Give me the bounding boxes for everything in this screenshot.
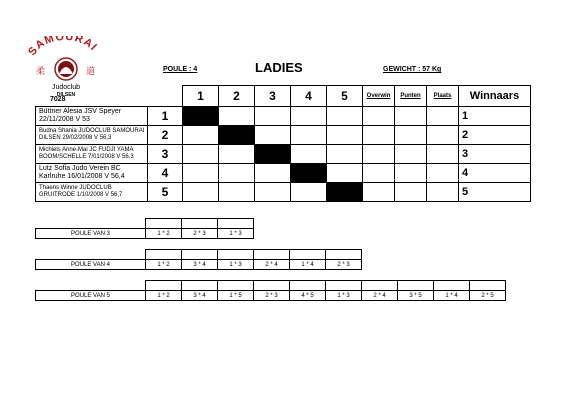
table-header-row [36,86,531,107]
schedule-poule-5 [35,280,506,301]
poule-table [35,85,531,202]
competitor-name [36,126,148,145]
score-cell[interactable] [219,183,255,202]
overwin-cell[interactable] [363,145,395,164]
winner-cell: 4 [459,164,531,183]
competitor-name [36,183,148,202]
punten-cell[interactable] [395,126,427,145]
competitor-line2: 22/11/2008 V 53 [39,116,90,123]
schedule-score-cell[interactable] [398,281,434,291]
schedule-score-cell[interactable] [218,219,254,229]
competitor-line2: GRUITRODE 1/10/2008 V 56,7 [39,192,123,198]
schedule-score-cell[interactable] [326,250,362,260]
score-cell[interactable] [291,107,327,126]
winner-cell: 3 [459,145,531,164]
competitor-number: 1 [148,107,183,126]
match-pair: 1 * 2 [146,260,182,270]
column-header: 4 [291,86,327,107]
competitor-number: 3 [148,145,183,164]
schedule-match-row [36,260,362,270]
svg-text:SAMOURAI [26,36,99,58]
table-row [36,164,531,183]
schedule-score-cell[interactable] [254,281,290,291]
logo-club-name: SAMOURAI [26,36,100,58]
score-cell[interactable] [219,164,255,183]
punten-cell[interactable] [395,183,427,202]
competitor-name [36,164,148,183]
winners-header: Winnaars [459,86,531,107]
match-pair: 1 * 3 [326,291,362,301]
schedule-score-cell[interactable] [146,250,182,260]
schedule-score-cell[interactable] [362,281,398,291]
blocked-cell [255,145,291,164]
score-cell[interactable] [183,183,219,202]
logo-sub1: Judoclub [51,84,81,91]
header-spacer [148,86,183,107]
match-pair: 3 * 4 [182,291,218,301]
schedule-score-cell[interactable] [146,281,182,291]
competitor-line2: DILSEN 29/02/2008 V 56,3 [39,135,112,141]
plaats-cell[interactable] [427,107,459,126]
schedule-match-row [36,291,506,301]
score-cell[interactable] [327,126,363,145]
score-cell[interactable] [291,126,327,145]
match-pair: 1 * 4 [434,291,470,301]
schedule-score-cell[interactable] [218,250,254,260]
schedule-score-cell[interactable] [290,250,326,260]
score-cell[interactable] [183,126,219,145]
schedule-score-row [36,281,506,291]
match-pair: 3 * 4 [182,260,218,270]
punten-header: Punten [395,86,427,107]
competitor-name [36,107,148,126]
score-cell[interactable] [219,107,255,126]
score-cell[interactable] [183,145,219,164]
competitor-line1: Büttner Alesia JSV Speyer [39,108,122,115]
category-title: LADIES [255,60,303,75]
competitor-number: 5 [148,183,183,202]
schedule-score-cell[interactable] [470,281,506,291]
match-pair: 2 * 4 [362,291,398,301]
winner-cell: 5 [459,183,531,202]
score-cell[interactable] [291,183,327,202]
competitor-line1: Michiels Anne-Mai JC FUDJI YAMA [39,147,134,153]
schedule-score-cell[interactable] [182,219,218,229]
logo-glyph-left: 柔 [36,66,46,76]
overwin-cell[interactable] [363,183,395,202]
match-pair: 2 * 4 [254,260,290,270]
competitor-line1: Budna Shania JUDOCLUB SAMOURAI [39,128,145,134]
logo-glyph-right: 道 [86,66,96,76]
score-cell[interactable] [255,126,291,145]
score-cell[interactable] [327,164,363,183]
match-pair: 2 * 3 [326,260,362,270]
match-pair: 2 * 3 [254,291,290,301]
blocked-cell [291,164,327,183]
winner-cell: 1 [459,107,531,126]
column-header: 3 [255,86,291,107]
score-cell[interactable] [255,107,291,126]
score-cell[interactable] [255,164,291,183]
weight-class: GEWICHT : 57 Kg [383,66,442,73]
logo-sub2: DILSEN [56,92,76,98]
plaats-cell[interactable] [427,126,459,145]
schedule-score-row [36,250,362,260]
match-pair: 4 * 5 [290,291,326,301]
score-cell[interactable] [255,183,291,202]
winner-cell: 2 [459,126,531,145]
schedule-match-row [36,229,254,239]
overwin-cell[interactable] [363,126,395,145]
match-pair: 3 * 5 [398,291,434,301]
competitor-name [36,145,148,164]
competitor-line1: Thaens Winne JUDOCLUB [39,185,112,191]
score-cell[interactable] [327,145,363,164]
match-pair: 1 * 3 [218,229,254,239]
header-spacer [36,86,148,107]
plaats-cell[interactable] [427,145,459,164]
schedule-score-cell[interactable] [434,281,470,291]
match-pair: 1 * 2 [146,291,182,301]
schedule-poule-4 [35,249,362,270]
schedule-score-cell[interactable] [182,250,218,260]
blocked-cell [219,126,255,145]
schedule-score-cell[interactable] [146,219,182,229]
match-pair: 2 * 3 [182,229,218,239]
match-pair: 1 * 5 [218,291,254,301]
schedule-score-row [36,219,254,229]
table-row [36,145,531,164]
schedule-score-cell[interactable] [218,281,254,291]
competitor-number: 2 [148,126,183,145]
competitor-line2: BOOM/SCHELLE 7/01/2008 V 56,3 [39,154,134,160]
score-cell[interactable] [291,145,327,164]
overwin-cell[interactable] [363,107,395,126]
score-cell[interactable] [183,164,219,183]
schedule-label: POULE VAN 5 [36,291,146,301]
schedule-label: POULE VAN 4 [36,260,146,270]
schedule-score-cell[interactable] [290,281,326,291]
score-cell[interactable] [327,107,363,126]
competitor-line2: Karlruhe 16/01/2008 V 56,4 [39,173,125,180]
punten-cell[interactable] [395,164,427,183]
overwin-cell[interactable] [363,164,395,183]
schedule-spacer [36,250,146,260]
blocked-cell [183,107,219,126]
score-cell[interactable] [219,145,255,164]
poule-number: POULE : 4 [163,66,198,73]
schedule-poule-3 [35,218,254,239]
match-pair: 1 * 2 [146,229,182,239]
blocked-cell [327,183,363,202]
overwin-header: Overwin [363,86,395,107]
punten-cell[interactable] [395,107,427,126]
competitor-number: 4 [148,164,183,183]
table-row [36,126,531,145]
plaats-cell[interactable] [427,183,459,202]
schedule-label: POULE VAN 3 [36,229,146,239]
schedule-score-cell[interactable] [182,281,218,291]
schedule-spacer [36,281,146,291]
match-pair: 1 * 3 [218,260,254,270]
schedule-score-cell[interactable] [254,250,290,260]
competitor-line1: Lutz Sofia Judo Verein BC [39,165,121,172]
table-row [36,183,531,202]
match-pair: 1 * 4 [290,260,326,270]
plaats-header: Plaats [427,86,459,107]
match-pair: 2 * 5 [470,291,506,301]
schedule-spacer [36,219,146,229]
column-header: 1 [183,86,219,107]
sheet-code: 7028 [50,96,66,103]
column-header: 2 [219,86,255,107]
table-row [36,107,531,126]
column-header: 5 [327,86,363,107]
plaats-cell[interactable] [427,164,459,183]
punten-cell[interactable] [395,145,427,164]
schedule-score-cell[interactable] [326,281,362,291]
